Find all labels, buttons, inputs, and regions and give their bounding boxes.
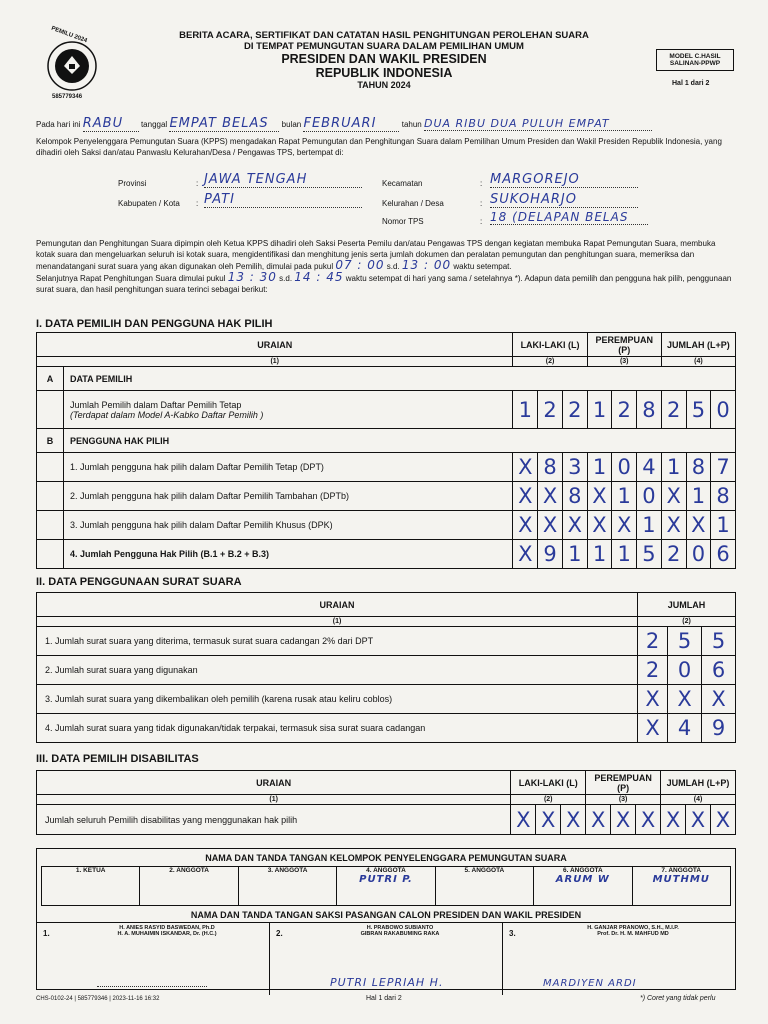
kelurahan-value[interactable]: SUKOHARJO xyxy=(490,192,638,208)
digit-cell[interactable]: 0 xyxy=(612,453,637,482)
col-num: (4) xyxy=(661,795,736,805)
kecamatan-value[interactable]: MARGOREJO xyxy=(490,172,638,188)
table-row xyxy=(37,511,736,540)
digit-cell[interactable]: X xyxy=(638,685,668,714)
kpps-slot[interactable] xyxy=(337,867,435,905)
digit-cell[interactable]: X xyxy=(586,805,611,835)
section-a-label: A xyxy=(37,367,64,391)
col-jumlah: JUMLAH xyxy=(638,593,736,617)
col-perempuan: PEREMPUAN (P) xyxy=(587,333,661,357)
kpps-slot[interactable] xyxy=(239,867,337,905)
saksi-candidate: H. PRABOWO SUBIANTO GIBRAN RAKABUMING RAKA xyxy=(360,925,440,937)
end-time-1[interactable]: 13 : 00 xyxy=(401,258,452,272)
row-label: 4. Jumlah Pengguna Hak Pilih (B.1 + B.2 + B.3) xyxy=(63,540,513,569)
tahun-label: tahun xyxy=(401,120,422,129)
digit-cell[interactable]: 5 xyxy=(668,627,702,656)
title-line2: DI TEMPAT PEMUNGUTAN SUARA DALAM PEMILIHAN UMUM xyxy=(244,41,524,52)
digit-cell[interactable]: 1 xyxy=(612,540,637,569)
start-time-1[interactable]: 07 : 00 xyxy=(335,258,385,272)
table-row xyxy=(37,453,736,482)
table-row xyxy=(37,482,736,511)
saksi-candidate: H. GANJAR PRANOWO, S.H., M.I.P. Prof. Dr. H. M. MAHFUD MD xyxy=(587,925,679,937)
digit-cell[interactable]: X xyxy=(513,453,538,482)
table-row xyxy=(37,805,736,835)
saksi-slot[interactable] xyxy=(270,923,503,995)
title-line3: PRESIDEN DAN WAKIL PRESIDEN xyxy=(281,52,487,66)
kpu-logo xyxy=(46,40,98,92)
kpps-signature: MUTHMU xyxy=(652,874,710,885)
row-label: 2. Jumlah pengguna hak pilih dalam Daftar Pemilih Tambahan (DPTb) xyxy=(63,482,513,511)
kpps-signature-row xyxy=(41,866,731,906)
section1-title: I. DATA PEMILIH DAN PENGGUNA HAK PILIH xyxy=(36,318,273,330)
row-label: 3. Jumlah pengguna hak pilih dalam Daftar Pemilih Khusus (DPK) xyxy=(63,511,513,540)
digit-cell[interactable]: 1 xyxy=(637,511,662,540)
digit-cell[interactable]: X xyxy=(538,511,563,540)
tps-value[interactable]: 18 (DELAPAN BELAS xyxy=(490,210,648,225)
row-label: 1. Jumlah pengguna hak pilih dalam Daftar Pemilih Tetap (DPT) xyxy=(63,453,513,482)
kpps-role: 1. KETUA xyxy=(75,867,106,874)
digit-cell[interactable]: X xyxy=(661,511,686,540)
provinsi-label: Provinsi xyxy=(118,179,147,188)
digit-cell[interactable]: 5 xyxy=(637,540,662,569)
saksi-number: 3. xyxy=(509,929,516,938)
digit-cell[interactable]: 1 xyxy=(711,511,736,540)
saksi-signature-row xyxy=(37,922,735,995)
colon: : xyxy=(196,179,199,188)
digit-cell[interactable]: 0 xyxy=(668,656,702,685)
sd-label: s.d. xyxy=(386,262,400,271)
digit-cell[interactable]: 2 xyxy=(661,540,686,569)
signature-block xyxy=(36,848,736,990)
col-perempuan: PEREMPUAN (P) xyxy=(586,771,661,795)
digit-cell[interactable]: 4 xyxy=(668,714,702,743)
kpps-slot[interactable] xyxy=(42,867,140,905)
section3-table xyxy=(36,770,736,835)
saksi-slot[interactable] xyxy=(503,923,735,995)
digit-cell[interactable]: 2 xyxy=(638,656,668,685)
colon: : xyxy=(480,217,483,226)
tanggal-label: tanggal xyxy=(140,120,168,129)
section2-title: II. DATA PENGGUNAAN SURAT SUARA xyxy=(36,576,242,588)
col-laki: LAKI-LAKI (L) xyxy=(513,333,587,357)
kpps-slot[interactable] xyxy=(140,867,238,905)
kecamatan-label: Kecamatan xyxy=(382,179,423,188)
document-title xyxy=(120,30,648,90)
digit-cell[interactable]: 2 xyxy=(538,391,563,429)
kpps-signature-title: NAMA DAN TANDA TANGAN KELOMPOK PENYELENGGARA PEMUNGUTAN SUARA xyxy=(205,853,567,863)
table-row xyxy=(37,540,736,569)
digit-cell[interactable]: X xyxy=(611,805,636,835)
table-row xyxy=(37,627,736,656)
col-num: (1) xyxy=(37,357,513,367)
col-num: (1) xyxy=(37,795,511,805)
digit-cell[interactable]: 2 xyxy=(661,391,686,429)
intro-text: Kelompok Penyelenggara Pemungutan Suara (KPPS) mengadakan Rapat Pemungutan dan Penghitungan Suara dalam Pemilihan Umum Presiden dan Wakil Presiden Republik Indonesia, yang dihadiri oleh Saksi dan/atau Panwaslu Kelurahan/Desa / Pengawas TPS, bertempat di: xyxy=(36,137,722,157)
col-uraian: URAIAN xyxy=(37,333,513,357)
digit-cell[interactable]: X xyxy=(661,805,686,835)
digit-cell[interactable]: X xyxy=(686,511,711,540)
digit-cell[interactable]: X xyxy=(661,482,686,511)
digit-cell[interactable]: 1 xyxy=(661,453,686,482)
kabupaten-label: Kabupaten / Kota xyxy=(118,199,180,208)
table-row xyxy=(37,714,736,743)
kpps-slot[interactable] xyxy=(534,867,632,905)
section-b-label: B xyxy=(37,429,64,453)
provinsi-value[interactable]: JAWA TENGAH xyxy=(204,172,362,188)
digit-cell[interactable]: X xyxy=(668,685,702,714)
colon: : xyxy=(480,179,483,188)
digit-cell[interactable]: X xyxy=(638,714,668,743)
digit-cell[interactable]: X xyxy=(538,482,563,511)
kelurahan-label: Kelurahan / Desa xyxy=(382,199,444,208)
digit-cell[interactable]: 8 xyxy=(686,453,711,482)
digit-cell[interactable]: X xyxy=(685,805,710,835)
col-jumlah: JUMLAH (L+P) xyxy=(661,771,736,795)
bulan-label: bulan xyxy=(281,120,302,129)
digit-cell[interactable]: X xyxy=(513,482,538,511)
section-a-title: DATA PEMILIH xyxy=(63,367,735,391)
footer-note: *) Coret yang tidak perlu xyxy=(640,995,716,1002)
digit-cell[interactable]: 9 xyxy=(702,714,736,743)
row-label xyxy=(63,391,513,429)
tahun-value[interactable]: DUA RIBU DUA PULUH EMPAT xyxy=(424,117,652,131)
dpt-sub: (Terdapat dalam Model A-Kabko Daftar Pemilih ) xyxy=(69,409,264,420)
procedure-paragraph xyxy=(36,238,736,295)
digit-cell[interactable]: 8 xyxy=(711,482,736,511)
kpps-role: 3. ANGGOTA xyxy=(267,867,308,874)
digit-cell[interactable]: X xyxy=(636,805,661,835)
col-laki: LAKI-LAKI (L) xyxy=(511,771,586,795)
kpps-slot[interactable] xyxy=(436,867,534,905)
digit-cell[interactable]: X xyxy=(587,511,612,540)
digit-cell[interactable]: 5 xyxy=(702,627,736,656)
col-uraian: URAIAN xyxy=(37,771,511,795)
kpps-slot[interactable] xyxy=(633,867,730,905)
table-row xyxy=(37,391,736,429)
digit-cell[interactable]: X xyxy=(513,540,538,569)
kpps-role: 5. ANGGOTA xyxy=(464,867,505,874)
row-label: 2. Jumlah surat suara yang digunakan xyxy=(37,656,638,685)
saksi-candidate: H. ANIES RASYID BASWEDAN, Ph.D H. A. MUHAIMIN ISKANDAR, Dr. (H.C.) xyxy=(117,925,217,937)
digit-cell[interactable]: 9 xyxy=(538,540,563,569)
intro-line xyxy=(36,116,736,132)
saksi-number: 1. xyxy=(43,929,50,938)
digit-cell[interactable]: 4 xyxy=(637,453,662,482)
digit-cell[interactable]: 2 xyxy=(612,391,637,429)
digit-cell[interactable]: 8 xyxy=(562,482,587,511)
tps-label: Nomor TPS xyxy=(382,217,424,226)
section2-table xyxy=(36,592,736,743)
digit-cell[interactable]: 1 xyxy=(562,540,587,569)
digit-cell[interactable]: 6 xyxy=(711,540,736,569)
col-jumlah: JUMLAH (L+P) xyxy=(661,333,735,357)
start-time-2[interactable]: 13 : 30 xyxy=(227,270,277,284)
col-uraian: URAIAN xyxy=(37,593,638,617)
kpps-signature: PUTRI P. xyxy=(359,874,413,885)
title-line5: TAHUN 2024 xyxy=(357,80,411,90)
saksi-number: 2. xyxy=(276,929,283,938)
footer-page: Hal 1 dari 2 xyxy=(366,995,402,1002)
digit-cell[interactable]: X xyxy=(702,685,736,714)
row-label: 3. Jumlah surat suara yang dikembalikan oleh pemilih (karena rusak atau keliru coblos) xyxy=(37,685,638,714)
row-label: 4. Jumlah surat suara yang tidak digunakan/tidak terpakai, termasuk sisa surat suara cadangan xyxy=(37,714,638,743)
col-num: (3) xyxy=(587,357,661,367)
end-time-2[interactable]: 14 : 45 xyxy=(294,270,344,284)
digit-cell[interactable]: X xyxy=(587,482,612,511)
section3-title: III. DATA PEMILIH DISABILITAS xyxy=(36,753,199,765)
waktu-label: waktu setempat. xyxy=(453,262,512,271)
kpps-role: 6. ANGGOTA xyxy=(562,867,603,874)
digit-cell[interactable]: 8 xyxy=(538,453,563,482)
digit-cell[interactable]: 6 xyxy=(702,656,736,685)
table-row xyxy=(37,685,736,714)
kpps-role: 2. ANGGOTA xyxy=(169,867,209,874)
col-num: (3) xyxy=(586,795,661,805)
colon: : xyxy=(196,199,199,208)
digit-cell[interactable]: X xyxy=(511,805,536,835)
digit-cell[interactable]: 3 xyxy=(562,453,587,482)
saksi-signature-title: NAMA DAN TANDA TANGAN SAKSI PASANGAN CALON PRESIDEN DAN WAKIL PRESIDEN xyxy=(190,910,582,920)
signature-line xyxy=(97,986,207,987)
digit-cell[interactable]: 8 xyxy=(637,391,662,429)
saksi-signature: PUTRI LEPRIAH H. xyxy=(330,976,444,989)
procedure-text-2: waktu setempat di hari yang sama / setelahnya *). Adapun data pemilih dan pengguna hak pilih, penggunaan surat suara, dan hasil penghitungan suara terinci sebagai berikut: xyxy=(36,274,732,294)
colon: : xyxy=(480,199,483,208)
digit-cell[interactable]: X xyxy=(612,511,637,540)
dpt-label: Jumlah Pemilih dalam Daftar Pemilih Tetap xyxy=(69,399,242,410)
section1-table xyxy=(36,332,736,569)
col-num: (2) xyxy=(511,795,586,805)
digit-cell[interactable]: 1 xyxy=(612,482,637,511)
digit-cell[interactable]: 1 xyxy=(686,482,711,511)
pada-hari-label: Pada hari ini xyxy=(36,120,81,129)
col-num: (2) xyxy=(638,617,736,627)
digit-cell[interactable]: 0 xyxy=(637,482,662,511)
kabupaten-value[interactable]: PATI xyxy=(204,192,362,208)
sd-label-2: s.d. xyxy=(279,274,293,283)
tanggal-value[interactable]: EMPAT BELAS xyxy=(169,116,279,132)
col-num: (2) xyxy=(513,357,587,367)
saksi-signature: MARDIYEN ARDI xyxy=(543,978,637,989)
kpps-role: 7. ANGGOTA xyxy=(661,867,702,874)
section-b-title: PENGGUNA HAK PILIH xyxy=(63,429,735,453)
digit-cell[interactable]: 7 xyxy=(711,453,736,482)
hari-value[interactable]: RABU xyxy=(83,116,139,132)
model-box: MODEL C.HASIL SALINAN-PPWP xyxy=(656,49,734,71)
row-label: 1. Jumlah surat suara yang diterima, termasuk surat suara cadangan 2% dari DPT xyxy=(37,627,638,656)
bulan-value[interactable]: FEBRUARI xyxy=(303,116,399,132)
kpps-role: 4. ANGGOTA xyxy=(366,867,406,874)
saksi-slot[interactable] xyxy=(37,923,270,995)
digit-cell[interactable]: 1 xyxy=(513,391,538,429)
footer-code: CHS-0102-24 | 585779346 | 2023-11-16 16:32 xyxy=(36,996,160,1002)
digit-cell[interactable]: 0 xyxy=(711,391,736,429)
digit-cell[interactable]: 1 xyxy=(587,540,612,569)
digit-cell[interactable]: X xyxy=(710,805,735,835)
title-line1: BERITA ACARA, SERTIFIKAT DAN CATATAN HASIL PENGHITUNGAN PEROLEHAN SUARA xyxy=(179,30,589,41)
col-num: (4) xyxy=(661,357,735,367)
serial-number: 585779346 xyxy=(52,94,83,100)
digit-cell[interactable]: 5 xyxy=(686,391,711,429)
digit-cell[interactable]: X xyxy=(562,511,587,540)
digit-cell[interactable]: 1 xyxy=(587,453,612,482)
digit-cell[interactable]: 0 xyxy=(686,540,711,569)
col-num: (1) xyxy=(37,617,638,627)
row-label: Jumlah seluruh Pemilih disabilitas yang menggunakan hak pilih xyxy=(37,805,511,835)
logo-text: PEMILU 2024 xyxy=(50,25,88,45)
digit-cell[interactable]: X xyxy=(561,805,586,835)
digit-cell[interactable]: 1 xyxy=(587,391,612,429)
title-line4: REPUBLIK INDONESIA xyxy=(315,66,453,80)
kpps-signature: ARUM W xyxy=(555,874,610,885)
digit-cell[interactable]: 2 xyxy=(562,391,587,429)
digit-cell[interactable]: 2 xyxy=(638,627,668,656)
digit-cell[interactable]: X xyxy=(536,805,561,835)
page-indicator: Hal 1 dari 2 xyxy=(672,80,710,87)
procedure-text: Pemungutan dan Penghitungan Suara dipimpin oleh Ketua KPPS dihadiri oleh Saksi Peserta Pemilu dan/atau Pengawas TPS dengan kegiatan membuka Rapat Pemungutan Suara, membuka kotak suara dan mengeluarkan seluruh isi kotak suara, mengidentifikasi dan menghitung jenis serta jumlah dokumen dan peralatan pemungutan dan penghitungan suara, memeriksa dan menandatangani surat suara yang akan digunakan oleh Pemilih, dimulai pada pukul xyxy=(36,239,716,271)
digit-cell[interactable]: X xyxy=(513,511,538,540)
table-row xyxy=(37,656,736,685)
selanjutnya-text: Selanjutnya Rapat Penghitungan Suara dimulai pukul xyxy=(36,274,226,283)
